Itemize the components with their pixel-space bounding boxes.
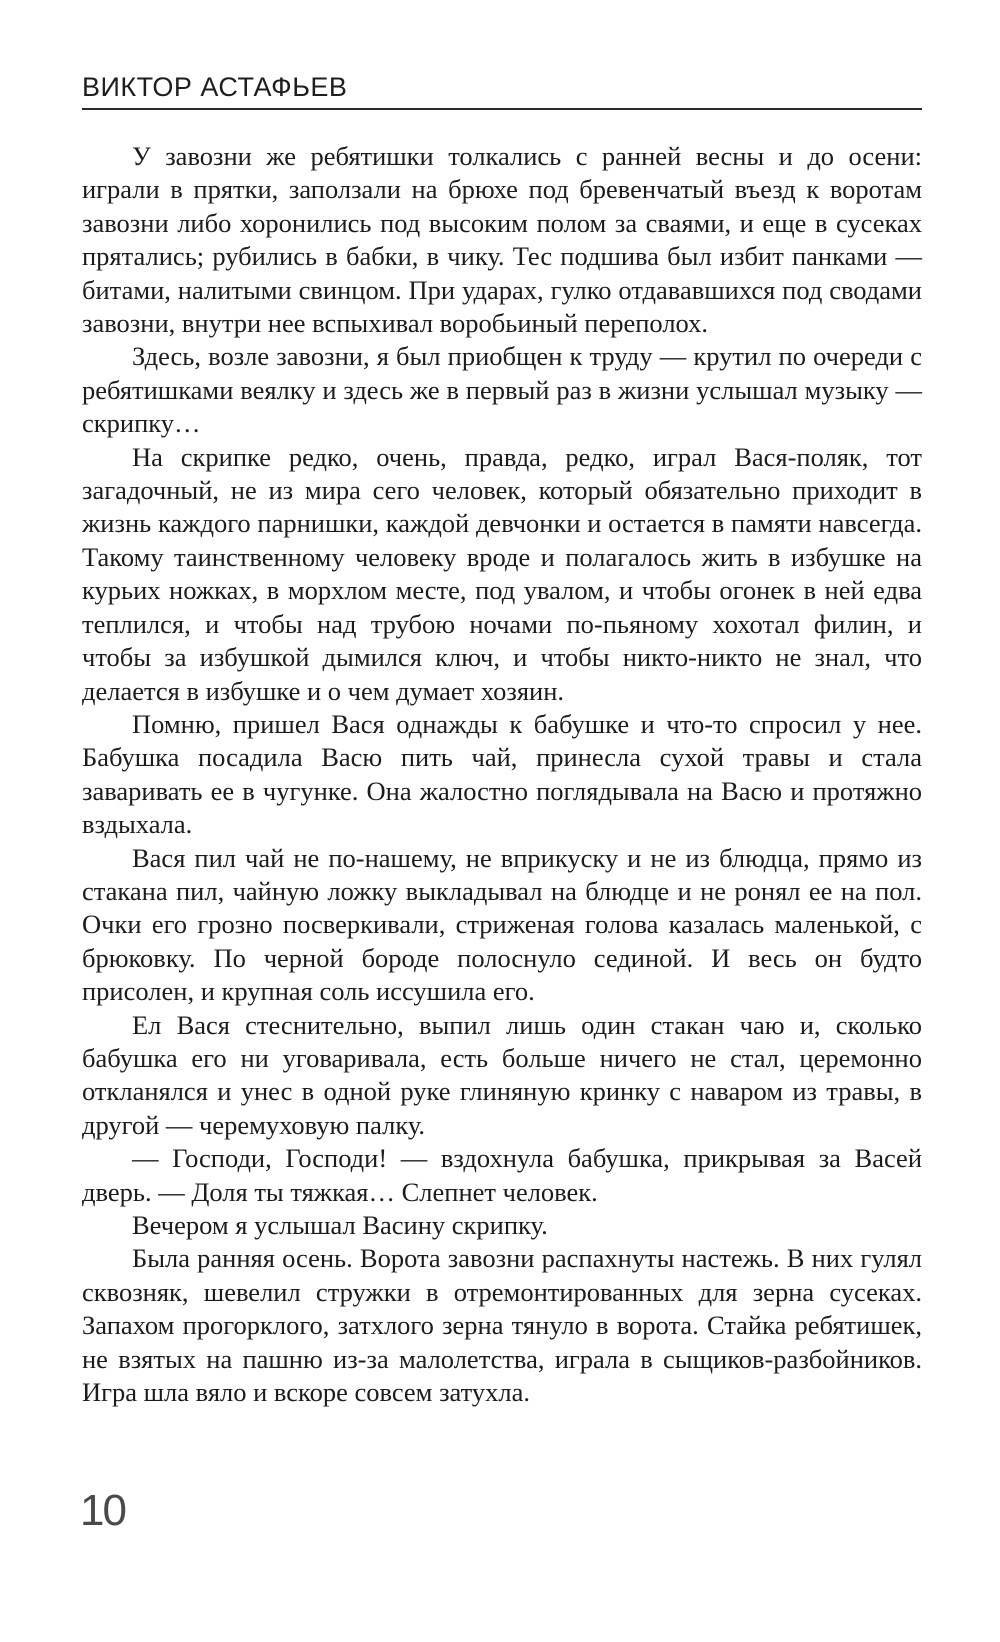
paragraph-1: У завозни же ребятишки толкались с ранней весны и до осени: играли в прятки, заползали на брюхе под бревенчатый въезд к воротам завозни либо хоронились под высоким полом за сваями, и еще в сусеках прятались; рубились в бабки, в чику. Тес подшива был избит панками — битами, налитыми свинцом. При ударах, гулко отдававшихся под сводами завозни, внутри нее вспыхивал воробьиный переполох. [82, 141, 922, 339]
running-head-author: ВИКТОР АСТАФЬЕВ [82, 72, 348, 102]
paragraph-9: Была ранняя осень. Ворота завозни распахнуты настежь. В них гулял сквозняк, шевелил стружки в отремонтированных для зерна сусеках. Запахом прогорклого, затхлого зерна тянуло в ворота. Стайка ребятишек, не взятых на пашню из-за малолетства, играла в сыщиков-разбойников. Игра шла вяло и вскоре совсем затухла. [82, 1243, 922, 1408]
header-rule [82, 108, 922, 110]
body-text [82, 140, 922, 1409]
paragraph-6: Ел Вася стеснительно, выпил лишь один стакан чаю и, сколько бабушка его ни уговаривала, есть больше ничего не стал, церемонно откланялся и унес в одной руке глиняную кринку с наваром из травы, в другой — черемуховую палку. [82, 1009, 922, 1140]
paragraph-4: Помню, пришел Вася однажды к бабушке и что-то спросил у нее. Бабушка посадила Васю пить чай, принесла сухой травы и стала заваривать ее в чугунке. Она жалостно поглядывала на Васю и протяжно вздыхала. [82, 708, 922, 840]
page-number: 10 [80, 1486, 125, 1535]
paragraph-2: Здесь, возле завозни, я был приобщен к труду — крутил по очереди с ребятишками веялку и здесь же в первый раз в жизни услышал музыку — скрипку… [82, 341, 922, 439]
paragraph-3: На скрипке редко, очень, правда, редко, играл Вася-поляк, тот загадочный, не из мира сего человек, который обязательно приходит в жизнь каждого парнишки, каждой девчонки и остается в памяти навсегда. Такому таинственному человеку вроде и полагалось жить в избушке на курьих ножках, в морхлом месте, под увалом, и чтобы огонек в ней едва теплился, и чтобы над трубою ночами по-пьяному хохотал филин, и чтобы за избушкой дымился ключ, и чтобы никто-никто не знал, что делается в избушке и о чем думает хозяин. [82, 441, 922, 706]
paragraph-8: Вечером я услышал Васину скрипку. [132, 1210, 548, 1240]
paragraph-5: Вася пил чай не по-нашему, не вприкуску и не из блюдца, прямо из стакана пил, чайную ложку выкладывал на блюдце и не ронял ее на пол. Очки его грозно посверкивали, стриженая голова казалась маленькой, с брюковку. По черной бороде полоснуло сединой. И весь он будто присолен, и крупная соль иссушила его. [82, 842, 922, 1007]
paragraph-7: — Господи, Господи! — вздохнула бабушка, прикрывая за Васей дверь. — Доля ты тяжкая… Слепнет человек. [82, 1143, 922, 1207]
